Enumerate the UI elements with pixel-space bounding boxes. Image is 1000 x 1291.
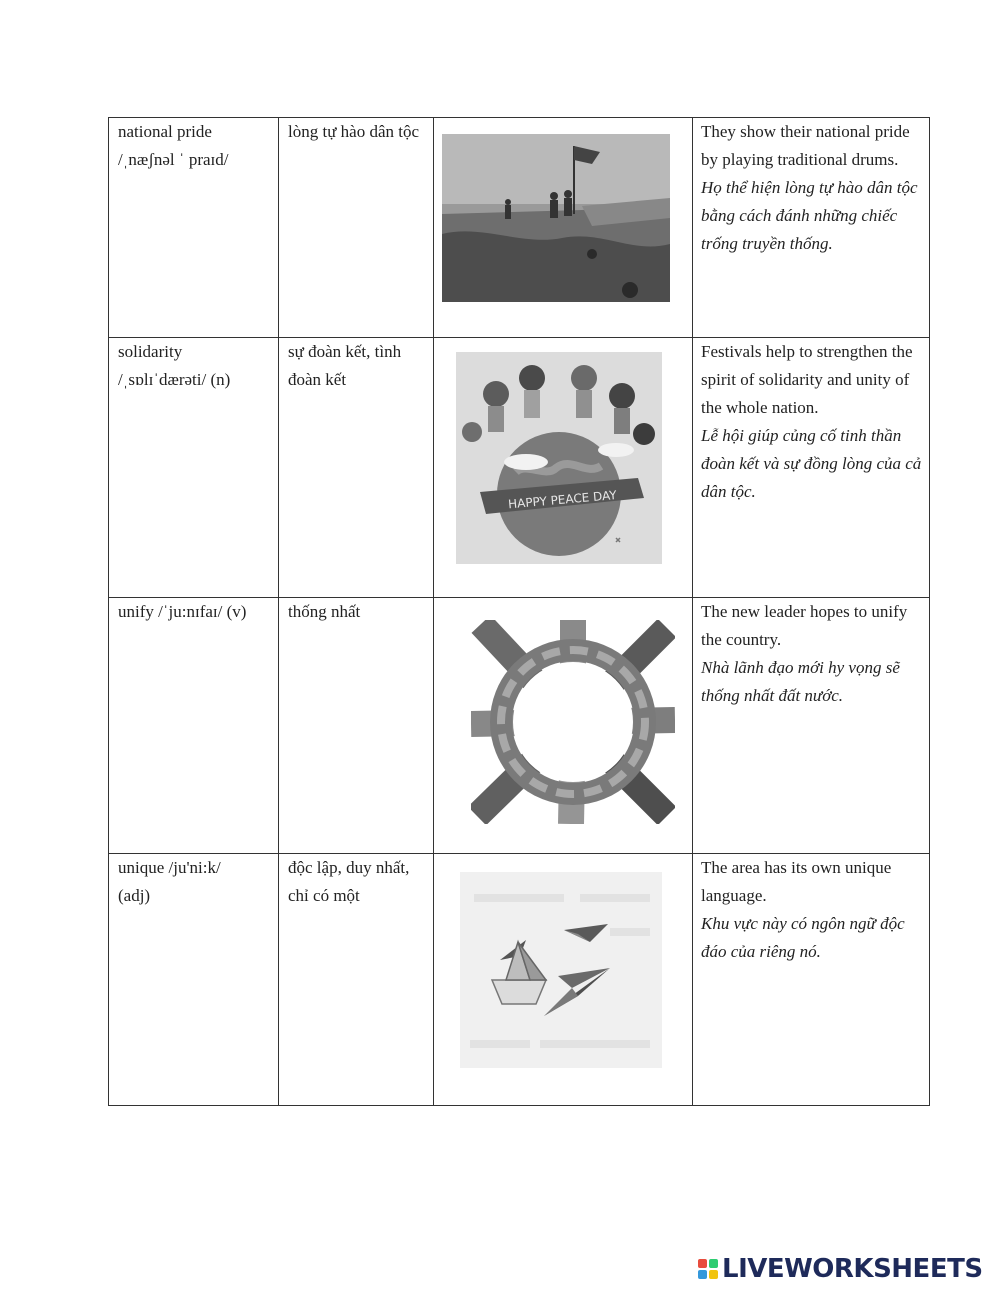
meaning-cell [279,118,434,338]
example-vietnamese: Khu vực này có ngôn ngữ độc đáo của riêng nó. [701,914,905,961]
word-cell [109,338,279,598]
example-cell [693,338,930,598]
example-english: The area has its own unique language. [701,858,892,905]
word-cell [109,118,279,338]
example-english: They show their national pride by playing traditional drums. [701,122,910,169]
paper-boat-planes-image [460,872,662,1068]
example-vietnamese: Nhà lãnh đạo mới hy vọng sẽ thống nhất đất nước. [701,658,900,705]
picture-cell [434,118,693,338]
word-text: national pride [118,122,212,141]
logo-text: LIVEWORKSHEETS [722,1254,983,1284]
picture-cell [434,854,693,1106]
phonetic-text: /ˌnæʃnəl ˈ praɪd/ [118,150,229,169]
banner-text: HAPPY PEACE DAY [507,487,618,512]
flag-raising-soldiers-image [442,134,670,302]
picture-cell [434,338,693,598]
meaning-text: độc lập, duy nhất, chỉ có một [288,858,410,905]
table-row [109,854,930,1106]
picture-cell [434,598,693,854]
happy-peace-day-image [456,352,662,564]
table-row [109,118,930,338]
word-cell [109,854,279,1106]
word-text: solidarity [118,342,183,361]
meaning-text: thống nhất [288,602,361,621]
word-text: unify /ˈju:nɪfaɪ/ (v) [118,602,247,621]
meaning-cell [279,854,434,1106]
example-cell [693,854,930,1106]
meaning-cell [279,598,434,854]
hands-circle-image [471,620,675,824]
phonetic-text: (adj) [118,886,151,905]
meaning-cell [279,338,434,598]
table-row [109,338,930,598]
phonetic-text: /ˌsɒlɪˈdærəti/ (n) [118,370,231,389]
word-text: unique /ju'ni:k/ [118,858,221,877]
vocabulary-table [108,117,930,1106]
word-cell [109,598,279,854]
meaning-text: lòng tự hào dân tộc [288,122,420,141]
example-english: Festivals help to strengthen the spirit of solidarity and unity of the whole nation. [701,342,913,417]
table-row [109,598,930,854]
example-cell [693,118,930,338]
example-cell [693,598,930,854]
meaning-text: sự đoàn kết, tình đoàn kết [288,342,402,389]
example-english: The new leader hopes to unify the country. [701,602,908,649]
logo-mark-icon [698,1259,718,1279]
example-vietnamese: Lễ hội giúp củng cố tinh thần đoàn kết và sự đồng lòng của cả dân tộc. [701,426,922,501]
liveworksheets-logo [698,1254,983,1284]
example-vietnamese: Họ thể hiện lòng tự hào dân tộc bằng cách đánh những chiếc trống truyền thống. [701,178,918,253]
